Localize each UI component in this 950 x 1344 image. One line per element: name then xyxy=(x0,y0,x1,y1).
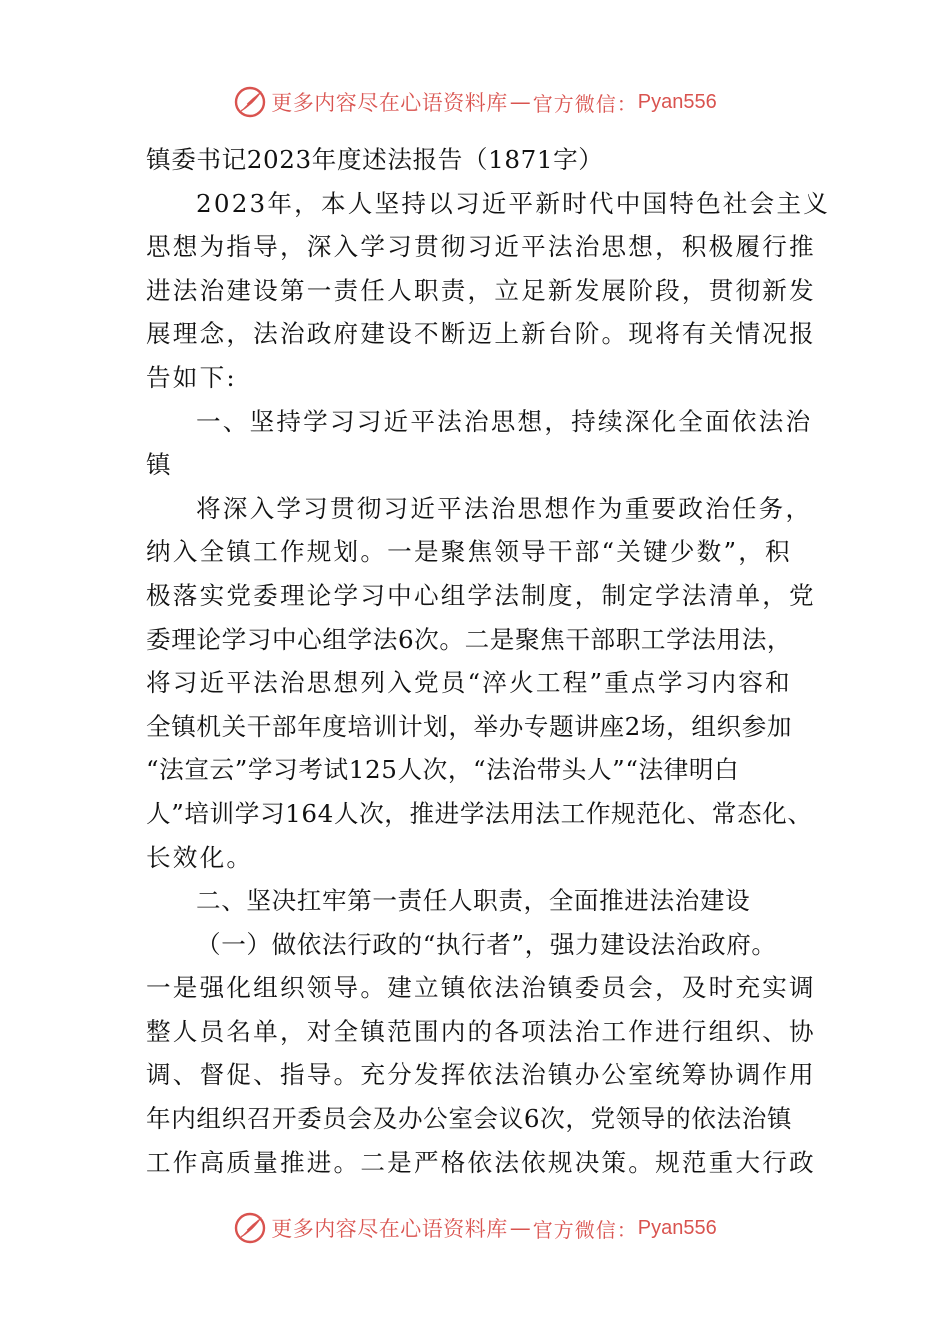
paragraph-line: 告如下: xyxy=(146,362,237,392)
paragraph-line: 工作高质量推进。二是严格依法依规决策。规范重大行政 xyxy=(146,1147,816,1177)
document-body xyxy=(146,138,831,1184)
banner-wechat-id: Pyan556 xyxy=(637,90,717,113)
paragraph-line: 纳入全镇工作规划。一是聚焦领导干部“关键少数”，积 xyxy=(146,537,792,567)
paragraph-line: 调、督促、指导。充分发挥依法治镇办公室统筹协调作用 xyxy=(146,1060,816,1090)
quill-logo-icon xyxy=(233,85,267,119)
banner-site-text: 更多内容尽在心语资料库 xyxy=(271,91,508,115)
paragraph-line: 将习近平法治思想列入党员“淬火工程”重点学习内容和 xyxy=(146,668,792,698)
header-watermark-banner xyxy=(0,82,950,122)
paragraph-line: 2023年，本人坚持以习近平新时代中国特色社会主义 xyxy=(196,188,831,218)
banner-dash: — xyxy=(509,90,531,114)
paragraph-line: 委理论学习中心组学法6次。二是聚焦干部职工学法用法， xyxy=(146,624,793,654)
paragraph-line: 一是强化组织领导。建立镇依法治镇委员会，及时充实调 xyxy=(146,973,816,1003)
subsection-heading: （一）做依法行政的“执行者”，强力建设法治政府。 xyxy=(196,929,777,959)
section-heading: 一、坚持学习习近平法治思想，持续深化全面依法治 xyxy=(196,406,813,436)
document-title: 镇委书记2023年度述法报告（1871字） xyxy=(146,145,604,174)
paragraph-line: 整人员名单，对全镇范围内的各项法治工作进行组织、协 xyxy=(146,1016,816,1046)
paragraph-line: 长效化。 xyxy=(146,842,254,872)
quill-logo-icon xyxy=(233,1211,267,1245)
paragraph-line: 全镇机关干部年度培训计划，举办专题讲座2场，组织参加 xyxy=(146,711,793,741)
paragraph-line: 人”培训学习164人次，推进学法用法工作规范化、常态化、 xyxy=(146,798,813,828)
banner-label: 官方微信： xyxy=(532,1217,638,1242)
paragraph-line: 展理念，法治政府建设不断迈上新台阶。现将有关情况报 xyxy=(146,319,816,349)
paragraph-line: 进法治建设第一责任人职责，立足新发展阶段，贯彻新发 xyxy=(146,275,816,305)
paragraph-line: 年内组织召开委员会及办公室会议6次，党领导的依法治镇 xyxy=(146,1104,793,1134)
paragraph-line: 极落实党委理论学习中心组学法制度，制定学法清单，党 xyxy=(146,580,816,610)
banner-wechat-id: Pyan556 xyxy=(637,1216,717,1239)
paragraph-line: 思想为指导，深入学习贯彻习近平法治思想，积极履行推 xyxy=(146,232,816,262)
banner-site-text: 更多内容尽在心语资料库 xyxy=(271,1217,508,1241)
paragraph-line: “法宣云”学习考试125人次，“法治带头人”“法律明白 xyxy=(146,755,740,785)
banner-label: 官方微信： xyxy=(532,91,638,116)
section-heading: 镇 xyxy=(146,450,173,480)
paragraph-line: 将深入学习贯彻习近平法治思想作为重要政治任务， xyxy=(196,493,813,523)
footer-watermark-banner xyxy=(0,1208,950,1248)
banner-dash: — xyxy=(509,1216,531,1240)
section-heading: 二、坚决扛牢第一责任人职责，全面推进法治建设 xyxy=(196,886,751,916)
